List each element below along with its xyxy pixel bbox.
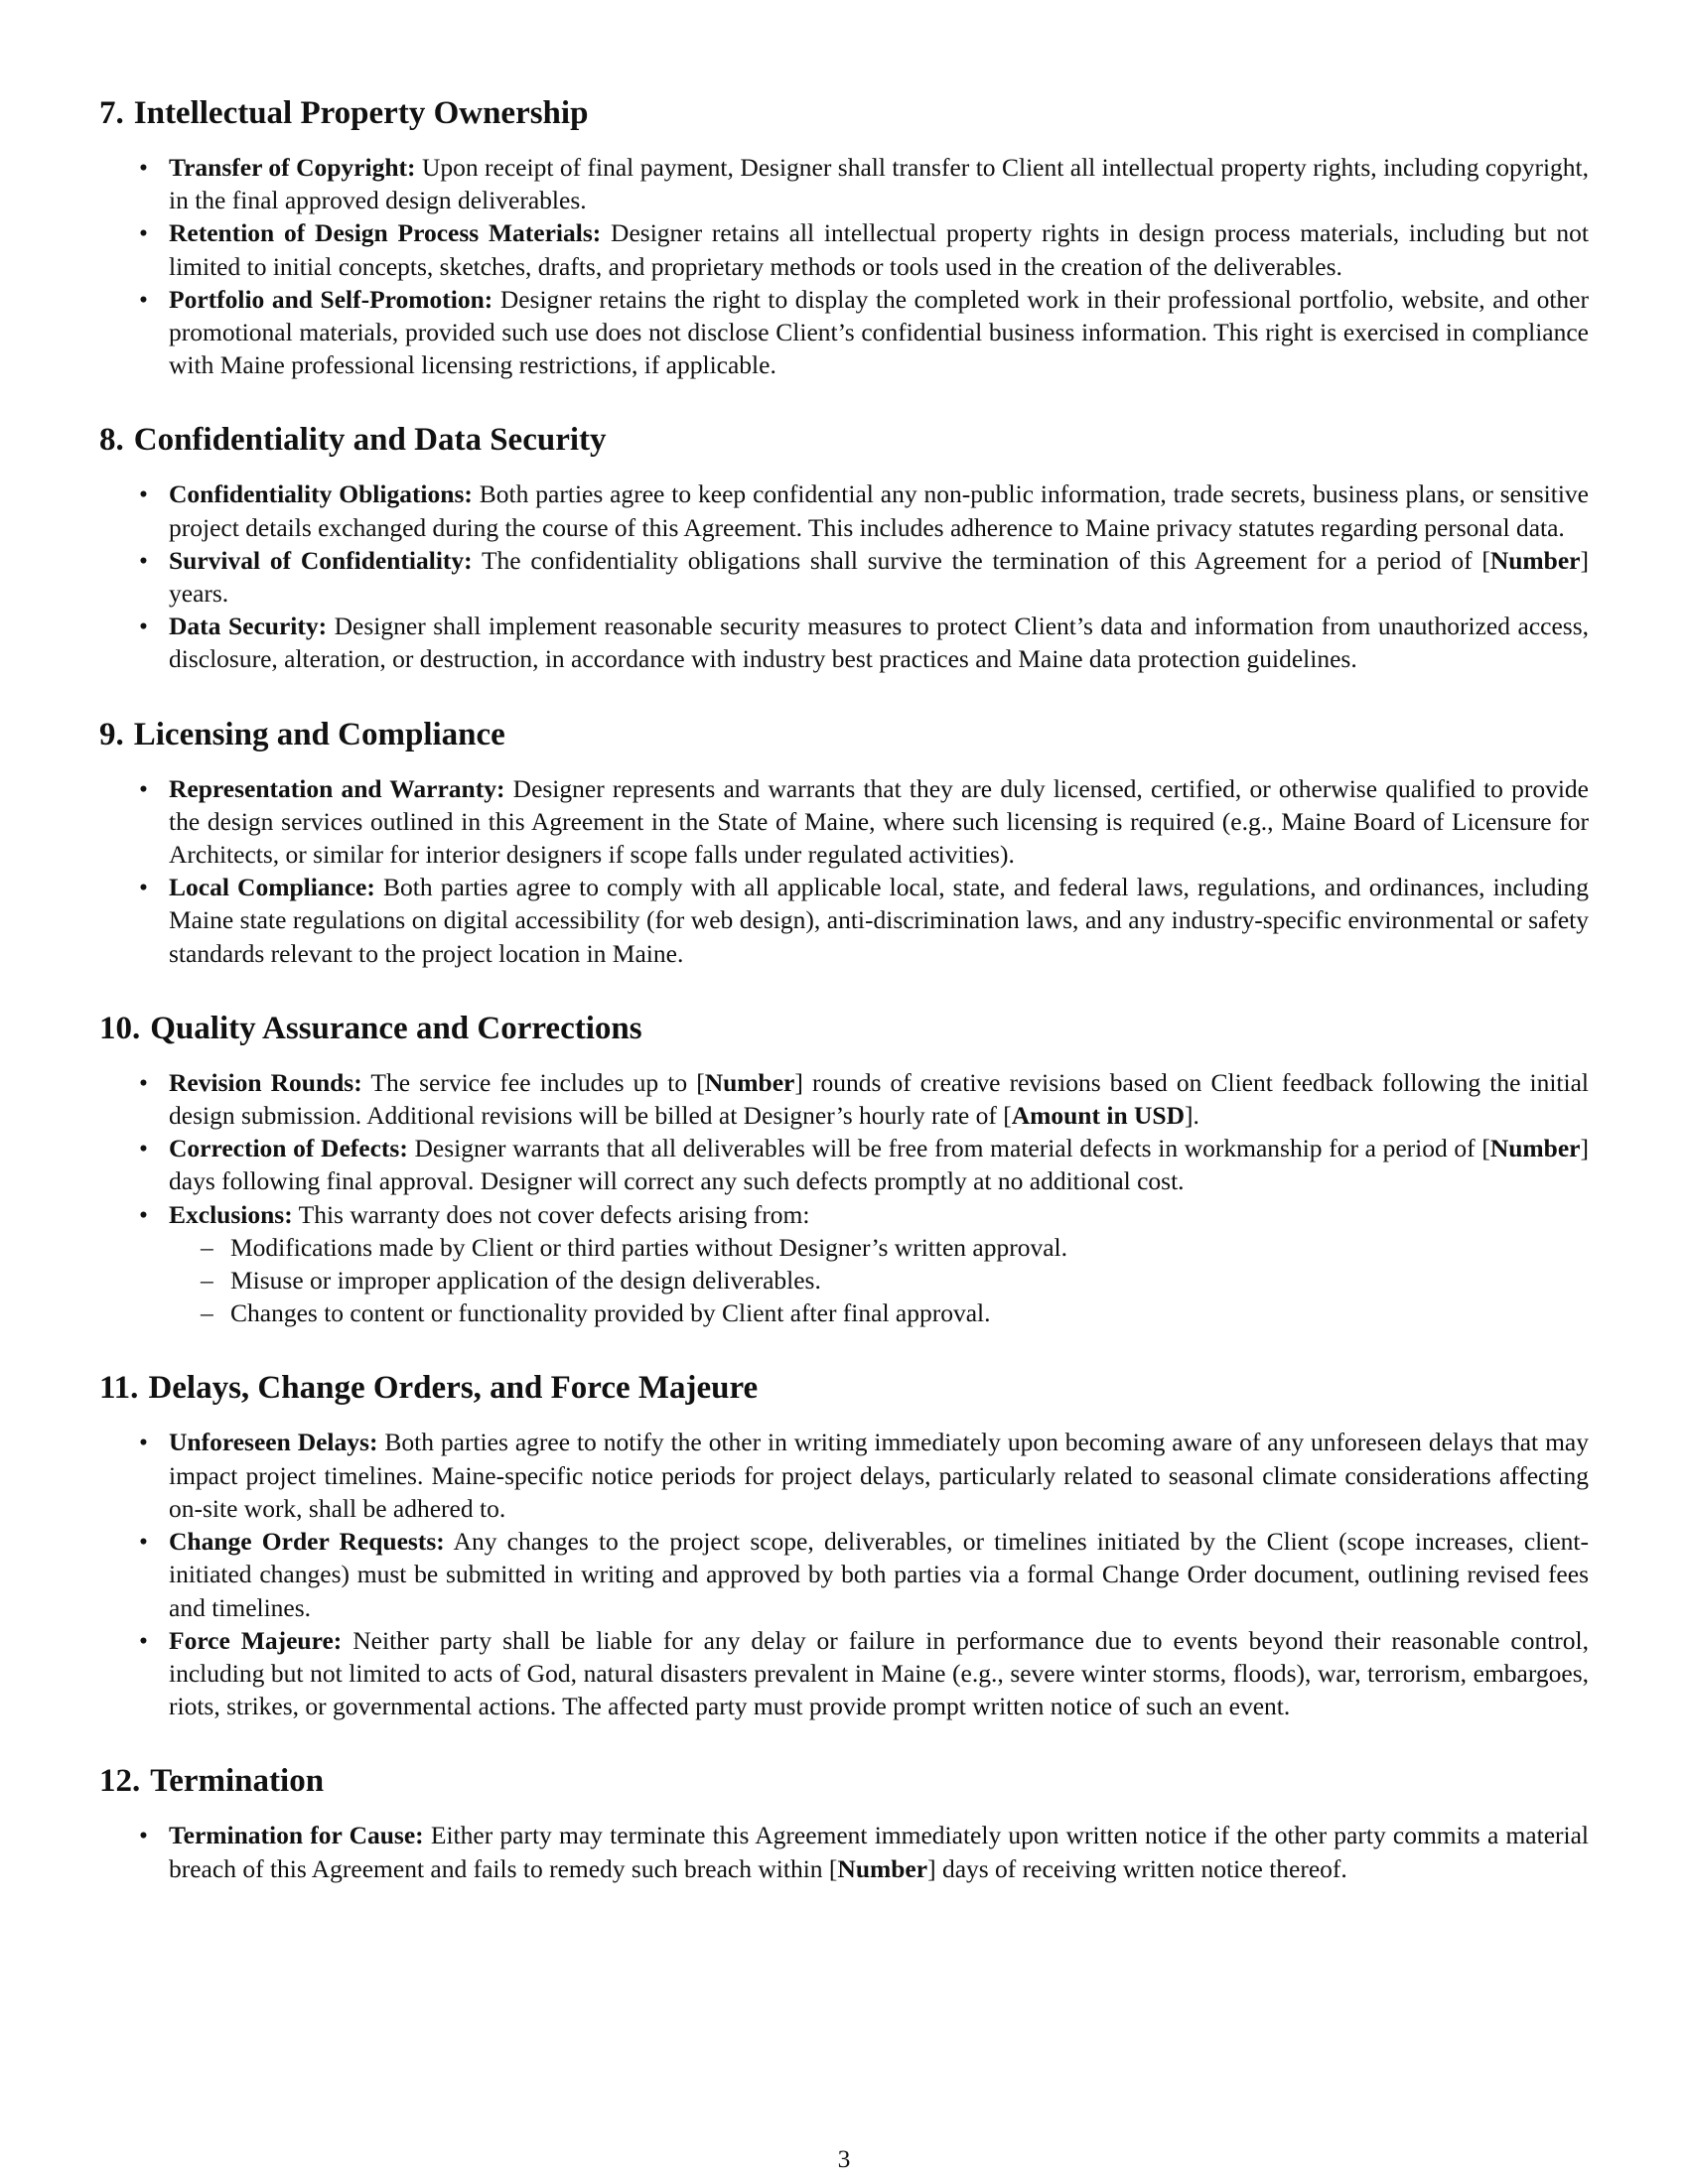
- section-title: Delays, Change Orders, and Force Majeure: [148, 1370, 759, 1407]
- clause-item: [169, 1525, 1589, 1624]
- clause-text: Both parties agree to comply with all applicable local, state, and federal laws, regulations, and ordinances, including Maine state regulations on digital accessibility (for web design), anti-discrimination laws, and any industry-specific environmental or safety standards relevant to the project location in Maine.: [169, 873, 1589, 968]
- exclusion-item: – Changes to content or functionality provided by Client after final approval.: [230, 1297, 1589, 1329]
- clause-bold-text: Revision Rounds:: [169, 1067, 362, 1097]
- section-title: Intellectual Property Ownership: [133, 95, 589, 131]
- clause-bold-text: Termination for Cause:: [169, 1821, 424, 1850]
- clause-text: ] rounds of creative revisions based on Client feedback following the initial design submission. Additional revisions will be billed at Designer’s hourly rate of [: [169, 1067, 1589, 1131]
- clause-item: [169, 283, 1589, 382]
- section-title: Termination: [150, 1763, 325, 1800]
- section-8: [99, 418, 1589, 675]
- clause-item: [169, 151, 1589, 216]
- section-10: [99, 1007, 1589, 1330]
- section-title: Licensing and Compliance: [133, 716, 505, 752]
- clause-bold-text: Number: [837, 1853, 928, 1883]
- clause-bold-text: Number: [1489, 1134, 1581, 1163]
- section-heading: [99, 418, 1589, 462]
- clause-item: [169, 610, 1589, 675]
- clause-bold-text: Unforeseen Delays:: [169, 1428, 378, 1457]
- clause-bold-text: Survival of Confidentiality:: [169, 545, 473, 575]
- clause-text: This warranty does not cover defects arising from:: [292, 1199, 810, 1229]
- clause-text: Designer warrants that all deliverables will be free from material defects in workmanship for a period of [: [407, 1134, 1490, 1163]
- section-number: 8.: [99, 422, 124, 459]
- clause-list: [99, 772, 1589, 970]
- clause-text: Designer shall implement reasonable security measures to protect Client’s data and information from unauthorized access, disclosure, alteration, or destruction, in accordance with industry best practices and Maine data protection guidelines.: [169, 612, 1589, 674]
- exclusion-item: – Modifications made by Client or third parties without Designer’s written approval.: [230, 1231, 1589, 1264]
- clause-text: ].: [1185, 1101, 1199, 1131]
- clause-text: Neither party shall be liable for any delay or failure in performance due to events beyond their reasonable control, including but not limited to acts of God, natural disasters prevalent in Maine (e.g., severe winter storms, floods), war, terrorism, embargoes, riots, strikes, or governmental actions. The affected party must provide prompt written notice of such an event.: [169, 1625, 1589, 1721]
- section-number: 9.: [99, 716, 124, 752]
- clause-list: [99, 1066, 1589, 1330]
- clause-item: [169, 544, 1589, 610]
- clause-bold-text: Local Compliance:: [169, 873, 375, 902]
- section-7: [99, 91, 1589, 381]
- section-12: [99, 1759, 1589, 1884]
- exclusion-list: [169, 1231, 1589, 1330]
- clause-text: ] days of receiving written notice thereof.: [927, 1853, 1347, 1883]
- clause-bold-text: Retention of Design Process Materials:: [169, 218, 602, 248]
- clause-list: [99, 1819, 1589, 1884]
- clause-item: [169, 871, 1589, 970]
- section-title: Quality Assurance and Corrections: [150, 1010, 642, 1046]
- section-heading: [99, 1759, 1589, 1803]
- section-heading: [99, 1007, 1589, 1050]
- clause-item: [169, 772, 1589, 872]
- clause-bold-text: Exclusions:: [169, 1199, 293, 1229]
- clause-list: [99, 151, 1589, 381]
- clause-text: The confidentiality obligations shall survive the termination of this Agreement for a period of [: [472, 545, 1490, 575]
- section-number: 7.: [99, 95, 124, 131]
- clause-item: [169, 478, 1589, 543]
- clause-text: Either party may terminate this Agreement immediately upon written notice if the other party commits a material breach of this Agreement and fails to remedy such breach within [: [169, 1821, 1589, 1883]
- clause-bold-text: Confidentiality Obligations:: [169, 479, 473, 509]
- page-number: 3: [837, 2144, 851, 2173]
- clause-bold-text: Force Majeure:: [169, 1625, 343, 1655]
- clause-text: Both parties agree to notify the other in writing immediately upon becoming aware of any unforeseen delays that may impact project timelines. Maine-specific notice periods for project delays, particularly related to seasonal climate considerations affecting on-site work, shall be adhered to.: [169, 1428, 1589, 1523]
- clause-bold-text: Change Order Requests:: [169, 1527, 445, 1557]
- clause-bold-text: Amount in USD: [1011, 1101, 1186, 1131]
- clause-text: Any changes to the project scope, deliverables, or timelines initiated by the Client (scope increases, client-initiated changes) must be submitted in writing and approved by both parties via a formal Change Order document, outlining revised fees and timelines.: [169, 1527, 1590, 1622]
- clause-item: [169, 1132, 1589, 1197]
- clause-item: [169, 216, 1589, 282]
- clause-list: [99, 1426, 1589, 1722]
- section-heading: [99, 1366, 1589, 1410]
- section-number: 10.: [99, 1010, 141, 1046]
- clause-item: [169, 1426, 1589, 1525]
- clause-text: Designer retains the right to display the completed work in their professional portfolio, website, and other promotional materials, provided such use does not disclose Client’s confidential business information. This right is exercised in compliance with Maine professional licensing restrictions, if applicable.: [169, 284, 1589, 380]
- clause-text: ] days following final approval. Designer will correct any such defects promptly at no additional cost.: [169, 1134, 1589, 1196]
- clause-bold-text: Data Security:: [169, 612, 328, 641]
- section-number: 11.: [99, 1370, 139, 1407]
- clause-item: [169, 1819, 1589, 1884]
- clause-bold-text: Number: [1489, 545, 1581, 575]
- section-heading: [99, 713, 1589, 756]
- document-body: [99, 91, 1589, 1922]
- section-number: 12.: [99, 1763, 141, 1800]
- clause-bold-text: Portfolio and Self-Promotion:: [169, 284, 493, 314]
- exclusion-item: – Misuse or improper application of the design deliverables.: [230, 1264, 1589, 1297]
- clause-list: [99, 478, 1589, 675]
- clause-bold-text: Representation and Warranty:: [169, 773, 505, 803]
- clause-text: Designer retains all intellectual property rights in design process materials, including but not limited to initial concepts, sketches, drafts, and proprietary methods or tools used in the creation of the deliverables.: [169, 218, 1589, 281]
- clause-text: Designer represents and warrants that they are duly licensed, certified, or otherwise qualified to provide the design services outlined in this Agreement in the State of Maine, where such licensing is required (e.g., Maine Board of Licensure for Architects, or similar for interior designers if scope falls under regulated activities).: [169, 773, 1589, 870]
- clause-bold-text: Transfer of Copyright:: [169, 153, 416, 182]
- clause-item: [169, 1198, 1589, 1330]
- clause-item: [169, 1624, 1589, 1723]
- clause-bold-text: Number: [704, 1067, 795, 1097]
- section-heading: [99, 91, 1589, 135]
- section-11: [99, 1366, 1589, 1722]
- section-title: Confidentiality and Data Security: [133, 422, 607, 459]
- clause-text: Upon receipt of final payment, Designer shall transfer to Client all intellectual property rights, including copyright, in the final approved design deliverables.: [169, 153, 1589, 215]
- section-9: [99, 713, 1589, 970]
- clause-text: Both parties agree to keep confidential any non-public information, trade secrets, business plans, or sensitive project details exchanged during the course of this Agreement. This includes adherence to Maine privacy statutes regarding personal data.: [169, 479, 1589, 542]
- clause-text: The service fee includes up to [: [361, 1067, 705, 1097]
- clause-text: ] years.: [169, 545, 1589, 609]
- clause-item: [169, 1066, 1589, 1132]
- clause-bold-text: Correction of Defects:: [169, 1134, 408, 1163]
